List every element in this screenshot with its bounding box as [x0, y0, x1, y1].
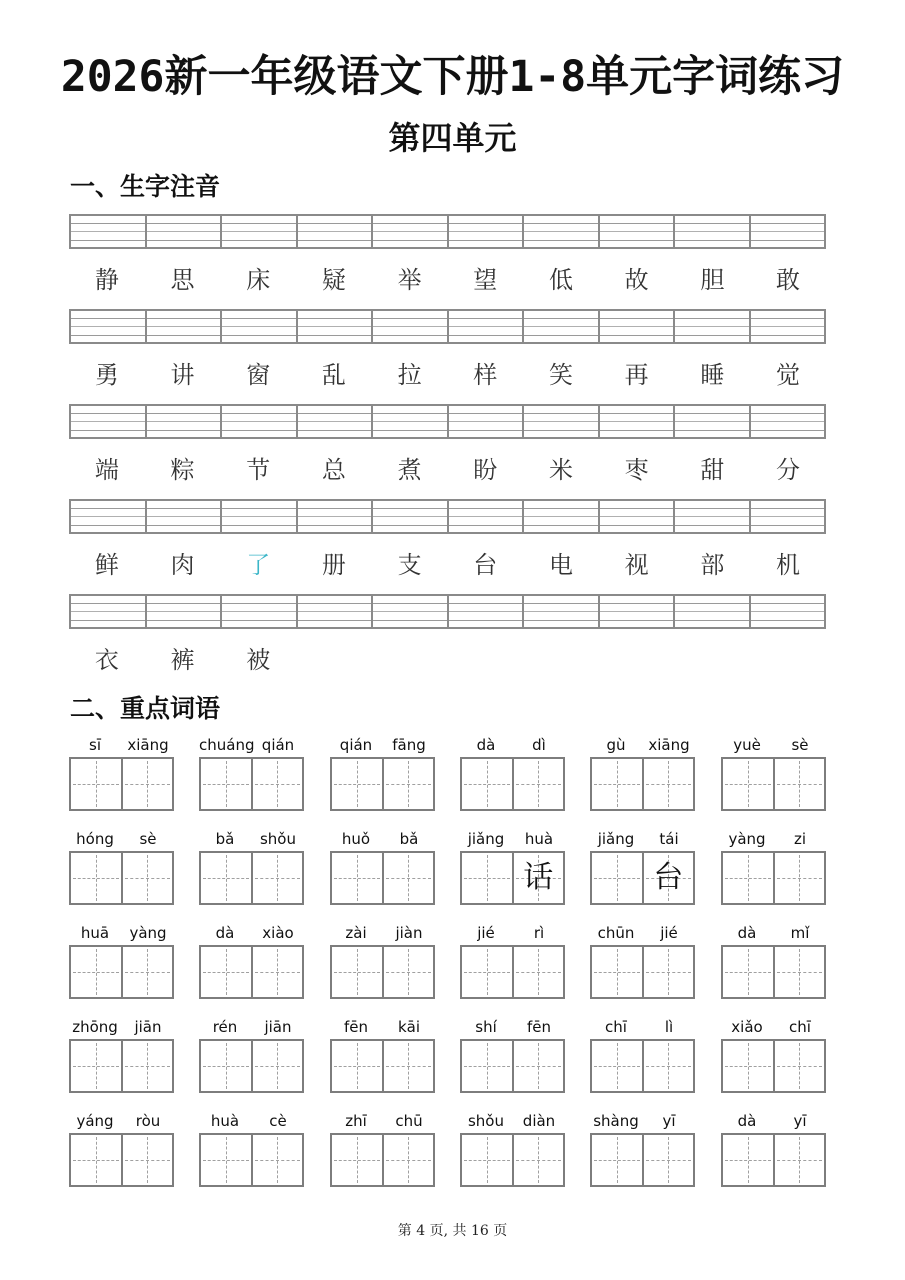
pinyin-label: shàng — [593, 1112, 639, 1130]
word-practice-block — [330, 1018, 435, 1103]
tianzige-box[interactable] — [253, 759, 303, 809]
pinyin-cell[interactable] — [373, 501, 449, 532]
character-item: 机 — [776, 551, 801, 579]
pinyin-label: kāi — [397, 1018, 421, 1036]
character-item: 裤 — [170, 646, 195, 674]
pinyin-cell[interactable] — [222, 596, 298, 627]
character-item: 窗 — [246, 361, 271, 389]
tianzige-pair — [590, 1039, 695, 1093]
pinyin-cell[interactable] — [524, 216, 600, 247]
pinyin-label: yàng — [129, 924, 167, 942]
character-item: 被 — [246, 646, 271, 674]
tianzige-pair — [460, 1133, 565, 1187]
pinyin-label: yuè — [733, 736, 761, 754]
section-title-pinyin: 一、生字注音 — [70, 172, 221, 201]
pinyin-label: qián — [339, 736, 373, 754]
tianzige-box[interactable] — [71, 853, 123, 903]
character-item: 睡 — [700, 361, 725, 389]
tianzige-box[interactable] — [514, 1135, 564, 1185]
pinyin-label: dà — [476, 736, 496, 754]
pinyin-cell[interactable] — [147, 311, 223, 342]
pinyin-label: chū — [395, 1112, 423, 1130]
pinyin-label: yàng — [728, 830, 766, 848]
word-practice-block — [69, 924, 174, 1009]
word-practice-block — [199, 736, 304, 821]
tianzige-box[interactable] — [723, 853, 775, 903]
pinyin-cell[interactable] — [751, 311, 825, 342]
pinyin-cell[interactable] — [751, 406, 825, 437]
pinyin-cell[interactable] — [600, 406, 676, 437]
character-item: 样 — [473, 361, 498, 389]
pinyin-label: dà — [737, 1112, 757, 1130]
pinyin-cell[interactable] — [449, 406, 525, 437]
character-row — [69, 450, 826, 490]
pinyin-label: mǐ — [790, 924, 810, 942]
tianzige-pair — [590, 945, 695, 999]
pinyin-cell[interactable] — [600, 311, 676, 342]
word-practice-block — [460, 736, 565, 821]
word-practice-block — [590, 830, 695, 915]
tianzige-box[interactable] — [775, 1041, 825, 1091]
character-item: 胆 — [700, 266, 725, 294]
filled-character: 话 — [523, 860, 554, 895]
character-item: 甜 — [700, 456, 725, 484]
word-practice-block — [590, 736, 695, 821]
tianzige-box[interactable] — [71, 947, 123, 997]
character-item: 讲 — [170, 361, 195, 389]
pinyin-label: chuáng — [199, 736, 255, 754]
pinyin-cell[interactable] — [298, 216, 374, 247]
pinyin-label: cè — [269, 1112, 287, 1130]
tianzige-box[interactable] — [592, 1041, 644, 1091]
pinyin-cell[interactable] — [222, 501, 298, 532]
word-practice-block — [460, 924, 565, 1009]
pinyin-cell[interactable] — [71, 216, 147, 247]
tianzige-box[interactable] — [462, 1135, 514, 1185]
pinyin-label: dà — [737, 924, 757, 942]
tianzige-box[interactable] — [201, 947, 253, 997]
character-item: 部 — [700, 551, 725, 579]
pinyin-label: huà — [524, 830, 554, 848]
character-item: 衣 — [94, 646, 119, 674]
filled-character: 台 — [653, 860, 684, 895]
tianzige-pair — [330, 1039, 435, 1093]
character-item: 肉 — [170, 551, 195, 579]
tianzige-pair — [199, 1039, 304, 1093]
pinyin-label: huà — [210, 1112, 240, 1130]
tianzige-pair — [330, 757, 435, 811]
tianzige-box[interactable] — [723, 1041, 775, 1091]
tianzige-pair — [460, 757, 565, 811]
pinyin-cell[interactable] — [524, 501, 600, 532]
pinyin-cell[interactable] — [751, 216, 825, 247]
pinyin-cell[interactable] — [147, 501, 223, 532]
pinyin-label: rén — [212, 1018, 238, 1036]
character-item: 册 — [321, 551, 346, 579]
pinyin-label: jiān — [264, 1018, 292, 1036]
pinyin-label: jié — [660, 924, 678, 942]
character-item: 思 — [170, 266, 195, 294]
pinyin-label: shǒu — [467, 1112, 504, 1130]
pinyin-cell[interactable] — [449, 596, 525, 627]
tianzige-box[interactable] — [123, 759, 173, 809]
tianzige-pair — [721, 1133, 826, 1187]
tianzige-pair — [721, 757, 826, 811]
pinyin-label: shǒu — [259, 830, 296, 848]
pinyin-cell[interactable] — [298, 596, 374, 627]
pinyin-cell[interactable] — [524, 406, 600, 437]
tianzige-box[interactable] — [123, 1135, 173, 1185]
character-row — [69, 355, 826, 395]
tianzige-box[interactable] — [775, 853, 825, 903]
pinyin-cell[interactable] — [71, 596, 147, 627]
pinyin-label: fāng — [392, 736, 426, 754]
tianzige-box[interactable] — [723, 759, 775, 809]
tianzige-box[interactable] — [384, 1135, 434, 1185]
pinyin-cell[interactable] — [675, 596, 751, 627]
pinyin-cell[interactable] — [675, 311, 751, 342]
tianzige-box[interactable] — [332, 853, 384, 903]
word-practice-block — [69, 1112, 174, 1197]
character-item: 盼 — [473, 456, 498, 484]
pinyin-label: dì — [532, 736, 546, 754]
word-practice-block — [460, 1018, 565, 1103]
pinyin-label: gù — [606, 736, 626, 754]
tianzige-box[interactable] — [775, 947, 825, 997]
character-item: 再 — [624, 361, 649, 389]
tianzige-box[interactable] — [332, 759, 384, 809]
word-practice-block — [199, 830, 304, 915]
pinyin-label: yī — [662, 1112, 676, 1130]
word-practice-block — [590, 1112, 695, 1197]
character-item: 低 — [548, 266, 573, 294]
pinyin-cell[interactable] — [71, 406, 147, 437]
word-practice-block — [330, 1112, 435, 1197]
tianzige-box[interactable] — [592, 947, 644, 997]
tianzige-box[interactable] — [644, 947, 694, 997]
tianzige-pair — [69, 1039, 174, 1093]
pinyin-cell[interactable] — [373, 406, 449, 437]
pinyin-label: qián — [261, 736, 295, 754]
page-footer: 第 4 页, 共 16 页 — [397, 1223, 508, 1239]
tianzige-box[interactable] — [71, 1135, 123, 1185]
word-practice-block — [721, 1112, 826, 1197]
character-item: 举 — [397, 266, 422, 294]
tianzige-box[interactable] — [253, 853, 303, 903]
pinyin-cell[interactable] — [751, 596, 825, 627]
word-practice-block — [69, 830, 174, 915]
tianzige-box[interactable] — [723, 947, 775, 997]
pinyin-cell[interactable] — [524, 311, 600, 342]
tianzige-pair — [460, 851, 565, 905]
section-title-words: 二、重点词语 — [70, 694, 221, 723]
pinyin-label: ròu — [135, 1112, 161, 1130]
pinyin-label: rì — [533, 924, 545, 942]
tianzige-box[interactable] — [775, 759, 825, 809]
pinyin-writing-row[interactable] — [69, 404, 826, 439]
pinyin-label: zài — [345, 924, 367, 942]
character-item: 鲜 — [94, 551, 119, 579]
word-practice-block — [330, 830, 435, 915]
pinyin-cell[interactable] — [373, 596, 449, 627]
tianzige-pair — [721, 945, 826, 999]
pinyin-label: jiǎng — [597, 830, 635, 848]
pinyin-label: jiàn — [395, 924, 423, 942]
pinyin-label: huā — [80, 924, 110, 942]
tianzige-box[interactable] — [384, 1041, 434, 1091]
character-item: 故 — [624, 266, 649, 294]
pinyin-label: chūn — [597, 924, 635, 942]
pinyin-writing-row[interactable] — [69, 309, 826, 344]
character-item: 笑 — [548, 361, 573, 389]
word-practice-block — [460, 1112, 565, 1197]
word-practice-block — [590, 1018, 695, 1103]
pinyin-cell[interactable] — [222, 311, 298, 342]
tianzige-box[interactable] — [253, 1135, 303, 1185]
tianzige-pair — [69, 1133, 174, 1187]
pinyin-label: yáng — [76, 1112, 114, 1130]
tianzige-box[interactable] — [201, 853, 253, 903]
pinyin-cell[interactable] — [751, 501, 825, 532]
tianzige-box[interactable] — [71, 1041, 123, 1091]
pinyin-label: jié — [477, 924, 495, 942]
character-item: 拉 — [397, 361, 422, 389]
tianzige-pair — [69, 851, 174, 905]
character-item: 总 — [321, 456, 346, 484]
tianzige-box[interactable] — [592, 1135, 644, 1185]
tianzige-pair — [590, 851, 695, 905]
tianzige-box[interactable] — [723, 1135, 775, 1185]
tianzige-box[interactable] — [123, 853, 173, 903]
pinyin-label: jiān — [134, 1018, 162, 1036]
word-practice-block — [721, 1018, 826, 1103]
pinyin-cell[interactable] — [600, 596, 676, 627]
character-item: 节 — [246, 456, 271, 484]
tianzige-box[interactable] — [384, 853, 434, 903]
character-item: 分 — [776, 456, 801, 484]
word-practice-block — [199, 1018, 304, 1103]
tianzige-box[interactable] — [384, 947, 434, 997]
word-practice-block — [199, 1112, 304, 1197]
pinyin-label: yī — [793, 1112, 807, 1130]
tianzige-box[interactable] — [462, 1041, 514, 1091]
tianzige-pair — [460, 1039, 565, 1093]
pinyin-label: sè — [791, 736, 809, 754]
tianzige-box[interactable] — [775, 1135, 825, 1185]
pinyin-label: jiǎng — [467, 830, 505, 848]
pinyin-cell[interactable] — [600, 501, 676, 532]
tianzige-box[interactable] — [644, 853, 694, 903]
tianzige-box[interactable] — [592, 853, 644, 903]
pinyin-label: hóng — [76, 830, 114, 848]
tianzige-pair — [69, 945, 174, 999]
tianzige-box[interactable] — [384, 759, 434, 809]
pinyin-cell[interactable] — [449, 501, 525, 532]
pinyin-cell[interactable] — [449, 311, 525, 342]
tianzige-box[interactable] — [514, 947, 564, 997]
pinyin-label: bǎ — [399, 830, 419, 848]
tianzige-pair — [590, 1133, 695, 1187]
word-practice-block — [330, 736, 435, 821]
pinyin-cell[interactable] — [373, 216, 449, 247]
pinyin-cell[interactable] — [222, 216, 298, 247]
character-item: 粽 — [170, 456, 195, 484]
pinyin-cell[interactable] — [71, 501, 147, 532]
pinyin-label: xiāng — [127, 736, 169, 754]
pinyin-cell[interactable] — [373, 311, 449, 342]
tianzige-box[interactable] — [462, 759, 514, 809]
pinyin-label: shí — [475, 1018, 497, 1036]
character-item: 煮 — [397, 456, 422, 484]
tianzige-box[interactable] — [201, 1135, 253, 1185]
tianzige-box[interactable] — [462, 947, 514, 997]
pinyin-cell[interactable] — [147, 406, 223, 437]
tianzige-pair — [460, 945, 565, 999]
character-item: 疑 — [321, 266, 346, 294]
tianzige-box[interactable] — [644, 1041, 694, 1091]
character-row — [69, 545, 826, 585]
pinyin-label: sè — [139, 830, 157, 848]
word-practice-block — [590, 924, 695, 1009]
character-item: 勇 — [94, 361, 119, 389]
pinyin-cell[interactable] — [675, 406, 751, 437]
pinyin-label: dà — [215, 924, 235, 942]
pinyin-label: zhōng — [72, 1018, 118, 1036]
tianzige-box[interactable] — [123, 947, 173, 997]
character-item: 米 — [548, 456, 573, 484]
tianzige-box[interactable] — [201, 1041, 253, 1091]
character-item: 静 — [94, 266, 119, 294]
tianzige-pair — [721, 851, 826, 905]
character-item: 台 — [473, 551, 498, 579]
tianzige-box[interactable] — [253, 1041, 303, 1091]
pinyin-label: xiào — [262, 924, 294, 942]
character-row — [69, 260, 826, 300]
pinyin-label: chī — [789, 1018, 811, 1036]
tianzige-pair — [721, 1039, 826, 1093]
tianzige-pair — [330, 1133, 435, 1187]
word-practice-block — [721, 830, 826, 915]
pinyin-writing-row[interactable] — [69, 594, 826, 629]
character-item: 电 — [548, 551, 573, 579]
character-item: 了 — [246, 551, 271, 579]
tianzige-pair — [69, 757, 174, 811]
word-practice-block — [721, 736, 826, 821]
tianzige-pair — [330, 851, 435, 905]
tianzige-box[interactable] — [644, 759, 694, 809]
tianzige-box[interactable] — [201, 759, 253, 809]
pinyin-label: xiǎo — [731, 1018, 763, 1036]
pinyin-cell[interactable] — [675, 501, 751, 532]
pinyin-label: xiāng — [648, 736, 690, 754]
tianzige-box[interactable] — [71, 759, 123, 809]
pinyin-label: bǎ — [215, 830, 235, 848]
pinyin-writing-row[interactable] — [69, 214, 826, 249]
pinyin-cell[interactable] — [449, 216, 525, 247]
tianzige-box[interactable] — [253, 947, 303, 997]
word-practice-block — [460, 830, 565, 915]
pinyin-cell[interactable] — [298, 501, 374, 532]
tianzige-box[interactable] — [332, 1041, 384, 1091]
word-practice-block — [199, 924, 304, 1009]
pinyin-label: sī — [89, 736, 101, 754]
pinyin-cell[interactable] — [147, 596, 223, 627]
character-item: 床 — [246, 266, 271, 294]
character-item: 乱 — [321, 361, 346, 389]
pinyin-cell[interactable] — [222, 406, 298, 437]
pinyin-label: zi — [793, 830, 807, 848]
pinyin-label: diàn — [522, 1112, 556, 1130]
character-item: 觉 — [776, 361, 801, 389]
character-item: 敢 — [776, 266, 801, 294]
tianzige-box[interactable] — [592, 759, 644, 809]
tianzige-box[interactable] — [332, 947, 384, 997]
pinyin-writing-row[interactable] — [69, 499, 826, 534]
pinyin-label: zhī — [345, 1112, 367, 1130]
word-practice-block — [330, 924, 435, 1009]
unit-title: 第四单元 — [388, 119, 517, 157]
tianzige-pair — [330, 945, 435, 999]
pinyin-cell[interactable] — [71, 311, 147, 342]
tianzige-pair — [199, 851, 304, 905]
pinyin-label: fēn — [343, 1018, 369, 1036]
tianzige-box[interactable] — [514, 1041, 564, 1091]
character-item: 支 — [397, 551, 422, 579]
tianzige-box[interactable] — [332, 1135, 384, 1185]
character-item: 枣 — [624, 456, 649, 484]
pinyin-cell[interactable] — [298, 311, 374, 342]
pinyin-label: fēn — [526, 1018, 552, 1036]
pinyin-cell[interactable] — [524, 596, 600, 627]
pinyin-label: chī — [605, 1018, 627, 1036]
pinyin-label: lì — [664, 1018, 674, 1036]
pinyin-cell[interactable] — [675, 216, 751, 247]
pinyin-cell[interactable] — [298, 406, 374, 437]
tianzige-box[interactable] — [514, 853, 564, 903]
tianzige-box[interactable] — [644, 1135, 694, 1185]
tianzige-pair — [590, 757, 695, 811]
character-item: 端 — [94, 456, 119, 484]
page-title: 2026新一年级语文下册1-8单元字词练习 — [60, 52, 845, 102]
tianzige-box[interactable] — [123, 1041, 173, 1091]
word-practice-block — [69, 1018, 174, 1103]
pinyin-cell[interactable] — [600, 216, 676, 247]
character-item: 视 — [624, 551, 649, 579]
pinyin-cell[interactable] — [147, 216, 223, 247]
pinyin-label: huǒ — [341, 830, 371, 848]
tianzige-pair — [199, 1133, 304, 1187]
character-row — [69, 640, 826, 680]
tianzige-pair — [199, 757, 304, 811]
word-practice-block — [69, 736, 174, 821]
tianzige-box[interactable] — [462, 853, 514, 903]
tianzige-pair — [199, 945, 304, 999]
tianzige-box[interactable] — [514, 759, 564, 809]
character-item: 望 — [473, 266, 498, 294]
pinyin-label: tái — [659, 830, 679, 848]
word-practice-block — [721, 924, 826, 1009]
